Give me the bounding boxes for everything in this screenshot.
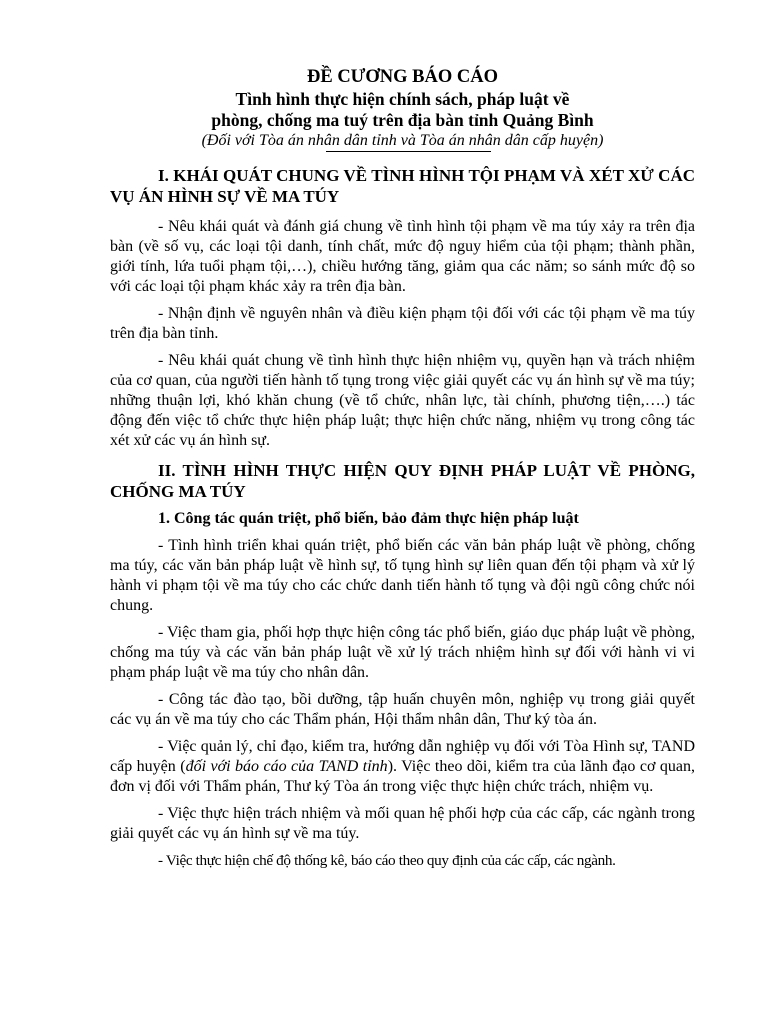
- document-scope-note: [110, 131, 695, 151]
- scope-note-text: (Đối với Tòa án nhân dân tỉnh và Tòa án nhân dân cấp huyện): [201, 132, 604, 149]
- document-title: ĐỀ CƯƠNG BÁO CÁO: [307, 67, 498, 87]
- section-2-paragraph-6: - Việc thực hiện chế độ thống kê, báo cáo theo quy định của các cấp, các ngành.: [158, 852, 616, 869]
- section-1-heading: I. KHÁI QUÁT CHUNG VỀ TÌNH HÌNH TỘI PHẠM VÀ XÉT XỬ CÁC VỤ ÁN HÌNH SỰ VỀ MA TÚY: [110, 166, 695, 206]
- scope-note-underline: [326, 151, 491, 152]
- section-2-paragraph-5: - Việc thực hiện trách nhiệm và mối quan hệ phối hợp của các cấp, các ngành trong giải quyết các vụ án hình sự về ma túy.: [110, 805, 695, 842]
- section-1-paragraph-2: - Nhận định về nguyên nhân và điều kiện phạm tội đối với các tội phạm về ma túy trên địa bàn tỉnh.: [110, 305, 695, 342]
- document-subtitle-line-2: phòng, chống ma tuý trên địa bàn tỉnh Quảng Bình: [211, 110, 594, 130]
- document-page: [110, 66, 695, 871]
- section-2-heading: II. TÌNH HÌNH THỰC HIỆN QUY ĐỊNH PHÁP LUẬT VỀ PHÒNG, CHỐNG MA TÚY: [110, 461, 695, 501]
- paragraph-4-text-end: ). Việc theo dõi, kiểm tra của lãnh đạo cơ quan, đơn vị đối với Thẩm phán, Thư ký Tòa án trong việc thực hiện chức trách, nhiệm vụ.: [110, 758, 695, 795]
- section-2-subheading-1: 1. Công tác quán triệt, phổ biến, bảo đảm thực hiện pháp luật: [158, 510, 579, 527]
- paragraph-4-text-start: - Việc quản lý, chỉ đạo, kiểm tra, hướng dẫn nghiệp vụ đối với Tòa Hình sự, TAND cấp huyện (: [110, 738, 695, 775]
- section-2-paragraph-1: - Tình hình triển khai quán triệt, phổ biến các văn bản pháp luật về phòng, chống ma túy, các văn bản pháp luật về hình sự, tố tụng hình sự liên quan đến tội phạm và xử lý hành vi phạm tội về ma túy cho các chức danh tiến hành tố tụng và đội ngũ công chức nói chung.: [110, 537, 695, 614]
- section-2-paragraph-4: [110, 737, 695, 797]
- section-1-paragraph-3: - Nêu khái quát chung về tình hình thực hiện nhiệm vụ, quyền hạn và trách nhiệm của cơ quan, của người tiến hành tố tụng trong việc giải quyết các vụ án hình sự về ma túy; những thuận lợi, khó khăn chung (về tổ chức, nhân lực, tài chính, phương tiện,….) tác động đến việc tổ chức thực hiện pháp luật; thực hiện chức năng, nhiệm vụ trong công tác xét xử các vụ án hình sự.: [110, 352, 695, 449]
- paragraph-4-italic-note: đối với báo cáo của TAND tỉnh: [185, 758, 388, 775]
- section-1-paragraph-1: - Nêu khái quát và đánh giá chung về tình hình tội phạm về ma túy xảy ra trên địa bàn (về số vụ, các loại tội danh, tính chất, mức độ nguy hiểm của tội phạm; thành phần, giới tính, lứa tuổi phạm tội,…), chiều hướng tăng, giảm qua các năm; so sánh mức độ so với các loại tội phạm khác xảy ra trên địa bàn.: [110, 218, 695, 295]
- section-2-paragraph-2: - Việc tham gia, phối hợp thực hiện công tác phổ biến, giáo dục pháp luật về phòng, chống ma túy và các văn bản pháp luật về xử lý trách nhiệm hình sự đối với hành vi vi phạm pháp luật về ma túy cho nhân dân.: [110, 624, 695, 681]
- section-2-paragraph-3: - Công tác đào tạo, bồi dưỡng, tập huấn chuyên môn, nghiệp vụ trong giải quyết các vụ án về ma túy cho các Thẩm phán, Hội thẩm nhân dân, Thư ký tòa án.: [110, 691, 695, 728]
- document-subtitle-line-1: Tình hình thực hiện chính sách, pháp luật về: [235, 89, 570, 109]
